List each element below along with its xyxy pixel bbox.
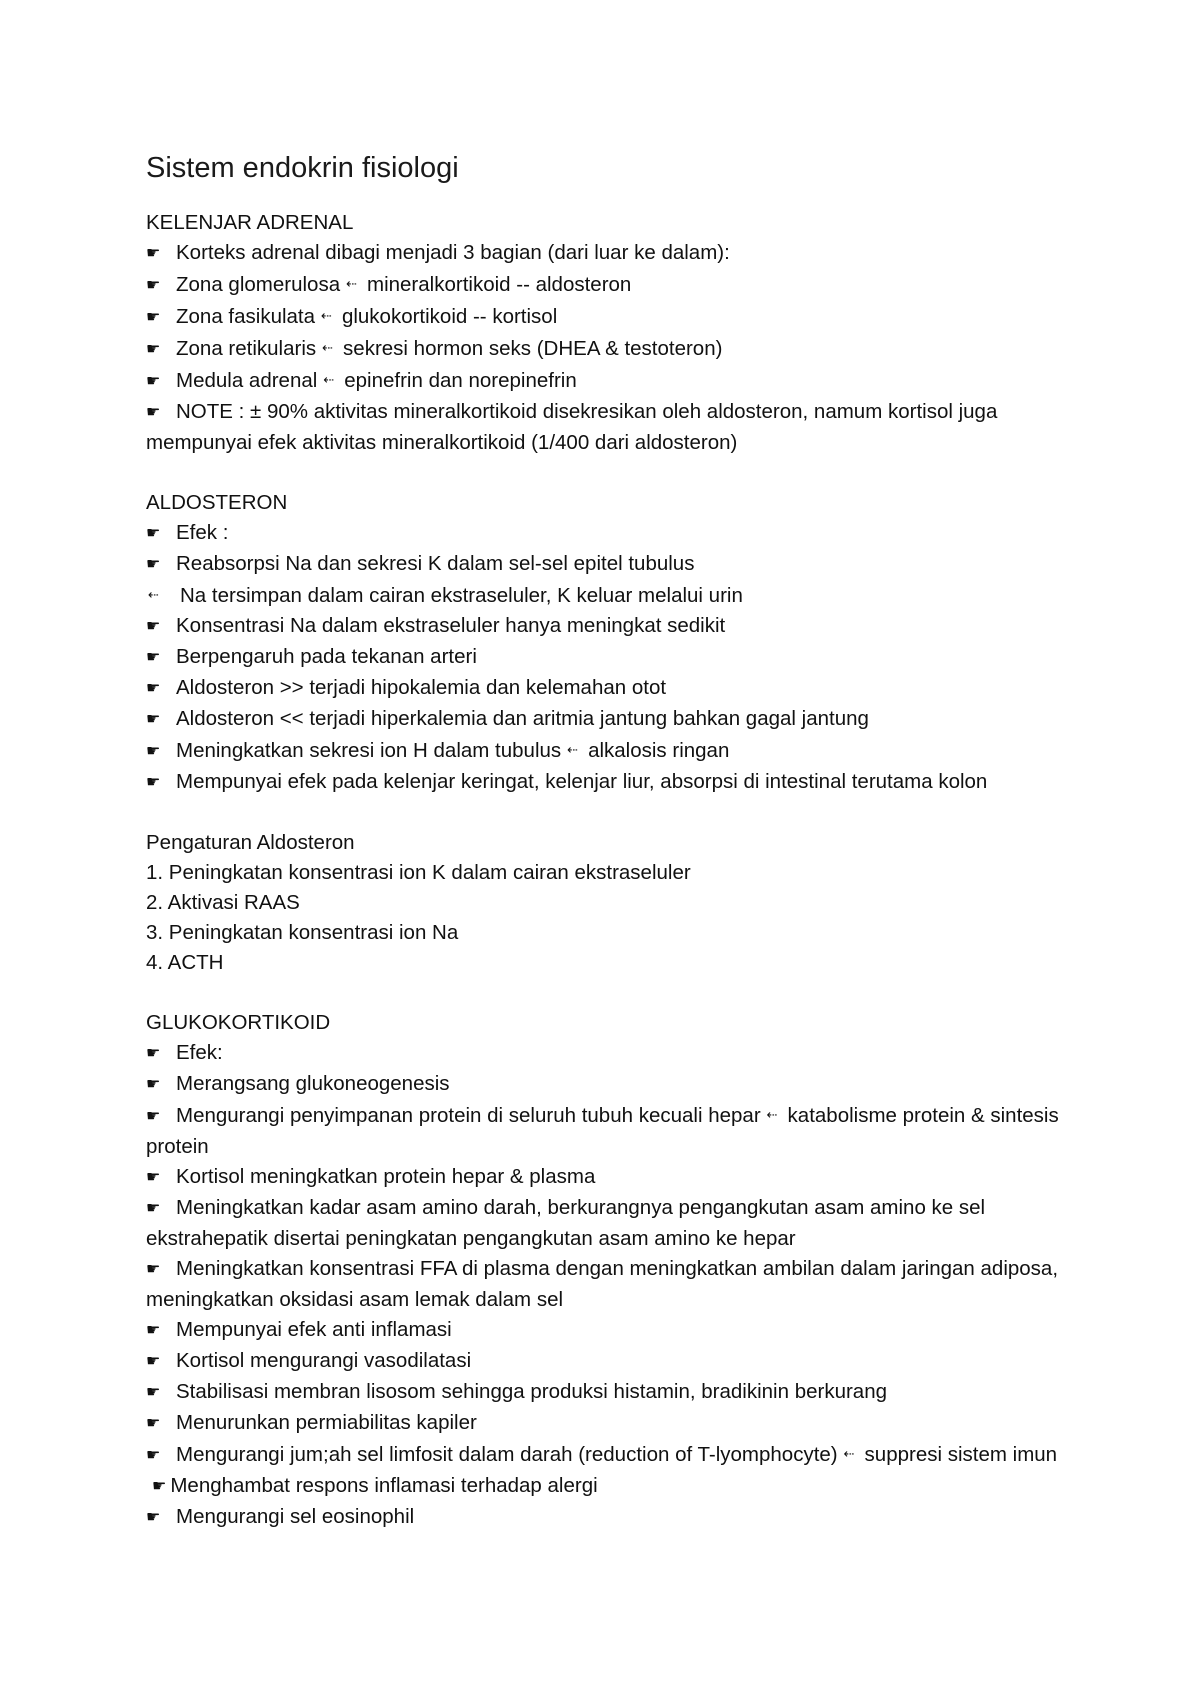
list-item: ☛ Meningkatkan konsentrasi FFA di plasma dengan meningkatkan ambilan dalam jaringan adiposa, meningkatkan oksidasi asam lemak dalam sel [146,1257,1059,1311]
list-item: ☛ Zona retikularis ⇠ sekresi hormon seks (DHEA & testoteron) [146,333,1076,365]
pointing-hand-icon: ☛ [146,1322,161,1339]
pointing-hand-icon: ☛ [146,743,161,760]
section-heading: ALDOSTERON [146,491,288,514]
document-page [146,148,1076,1563]
pointing-hand-icon: ☛ [146,404,161,421]
pointing-hand-icon: ☛ [146,1447,161,1464]
list-item: ☛ Reabsorpsi Na dan sekresi K dalam sel-sel epitel tubulus [146,549,1076,580]
list-item: ☛ Berpengaruh pada tekanan arteri [146,642,1076,673]
list-item: ☛ NOTE : ± 90% aktivitas mineralkortikoid disekresikan oleh aldosteron, namum kortisol juga mempunyai efek aktivitas mineralkortikoid (1/400 dari aldosteron) [146,400,998,454]
pointing-hand-icon: ☛ [146,618,161,635]
pointing-hand-icon: ☛ [146,556,161,573]
numbered-item: 4. ACTH [146,951,224,974]
list-item: ☛ Aldosteron >> terjadi hipokalemia dan kelemahan otot [146,673,1076,704]
pointing-hand-icon: ☛ [146,277,161,294]
list-item: ☛ Efek : [146,518,1076,549]
arrow-icon: ⇠ [148,587,159,602]
list-item: ☛ Mengurangi penyimpanan protein di seluruh tubuh kecuali hepar ⇠ katabolisme protein & sintesis protein [146,1100,1076,1162]
section-glukokortikoid [146,1008,1076,1533]
pointing-hand-icon: ☛ [146,1045,161,1062]
section-kelenjar-adrenal [146,208,1076,458]
pointing-hand-icon: ☛ [146,649,161,666]
section-heading: Pengaturan Aldosteron [146,831,355,854]
list-item: ☛ Korteks adrenal dibagi menjadi 3 bagian (dari luar ke dalam): [146,238,1076,269]
list-item: ☛ Mengurangi jum;ah sel limfosit dalam darah (reduction of T-lyomphocyte) ⇠ suppresi sistem imun☛ Menghambat respons inflamasi terhadap alergi [146,1439,1076,1502]
numbered-item: 3. Peningkatan konsentrasi ion Na [146,921,459,944]
list-item: ☛ Stabilisasi membran lisosom sehingga produksi histamin, bradikinin berkurang [146,1377,1076,1408]
section-heading: KELENJAR ADRENAL [146,211,354,234]
section-pengaturan-aldosteron [146,828,1076,978]
pointing-hand-icon: ☛ [146,373,161,390]
numbered-item: 1. Peningkatan konsentrasi ion K dalam cairan ekstraseluler [146,861,691,884]
list-item: ☛ Mempunyai efek pada kelenjar keringat, kelenjar liur, absorpsi di intestinal terutama kolon [146,767,1076,798]
arrow-icon: ⇠ [322,340,334,355]
list-item: ☛ Kortisol meningkatkan protein hepar & plasma [146,1162,1076,1193]
pointing-hand-icon: ☛ [146,525,161,542]
list-item: ☛ Konsentrasi Na dalam ekstraseluler hanya meningkat sedikit [146,611,1076,642]
list-item: ☛ Merangsang glukoneogenesis [146,1069,1076,1100]
pointing-hand-icon: ☛ [146,774,161,791]
list-item: ☛ Meningkatkan kadar asam amino darah, berkurangnya pengangkutan asam amino ke sel ekstrahepatik disertai peningkatan pengangkutan asam amino ke hepar [146,1196,986,1250]
arrow-icon: ⇠ [323,372,335,387]
pointing-hand-icon: ☛ [146,1200,161,1217]
arrow-icon: ⇠ [766,1107,778,1122]
list-item: ☛ Zona fasikulata ⇠ glukokortikoid -- kortisol [146,301,1076,333]
pointing-hand-icon: ☛ [146,1169,161,1186]
numbered-item: 2. Aktivasi RAAS [146,891,300,914]
list-item: ☛ Medula adrenal ⇠ epinefrin dan norepinefrin [146,365,1076,397]
pointing-hand-icon: ☛ [146,1415,161,1432]
pointing-hand-icon: ☛ [146,309,161,326]
pointing-hand-icon: ☛ [146,1261,161,1278]
list-item: ☛ Mengurangi sel eosinophil [146,1502,1076,1533]
pointing-hand-icon: ☛ [146,1108,161,1125]
list-item: ☛ Mempunyai efek anti inflamasi [146,1315,1076,1346]
list-item: ☛ Meningkatkan sekresi ion H dalam tubulus ⇠ alkalosis ringan [146,735,1076,767]
list-item: ☛ Menurunkan permiabilitas kapiler [146,1408,1076,1439]
arrow-icon: ⇠ [321,308,332,323]
list-item: ☛ Zona glomerulosa ⇠ mineralkortikoid -- aldosteron [146,269,1076,301]
list-item: ⇠ Na tersimpan dalam cairan ekstraseluler, K keluar melalui urin [146,580,1076,611]
pointing-hand-icon: ☛ [146,1509,161,1526]
arrow-icon: ⇠ [567,742,579,757]
pointing-hand-icon: ☛ [146,245,161,262]
pointing-hand-icon: ☛ [146,1353,161,1370]
section-aldosteron [146,488,1076,798]
pointing-hand-icon: ☛ [146,711,161,728]
list-item: ☛ Kortisol mengurangi vasodilatasi [146,1346,1076,1377]
pointing-hand-icon: ☛ [146,680,161,697]
page-title: Sistem endokrin fisiologi [146,152,459,184]
arrow-icon: ⇠ [346,276,357,291]
pointing-hand-icon: ☛ [152,1478,167,1495]
arrow-icon: ⇠ [843,1446,855,1461]
list-item: ☛ Efek: [146,1038,1076,1069]
pointing-hand-icon: ☛ [146,1076,161,1093]
pointing-hand-icon: ☛ [146,1384,161,1401]
list-item: ☛ Aldosteron << terjadi hiperkalemia dan aritmia jantung bahkan gagal jantung [146,704,1076,735]
section-heading: GLUKOKORTIKOID [146,1011,331,1034]
pointing-hand-icon: ☛ [146,341,161,358]
